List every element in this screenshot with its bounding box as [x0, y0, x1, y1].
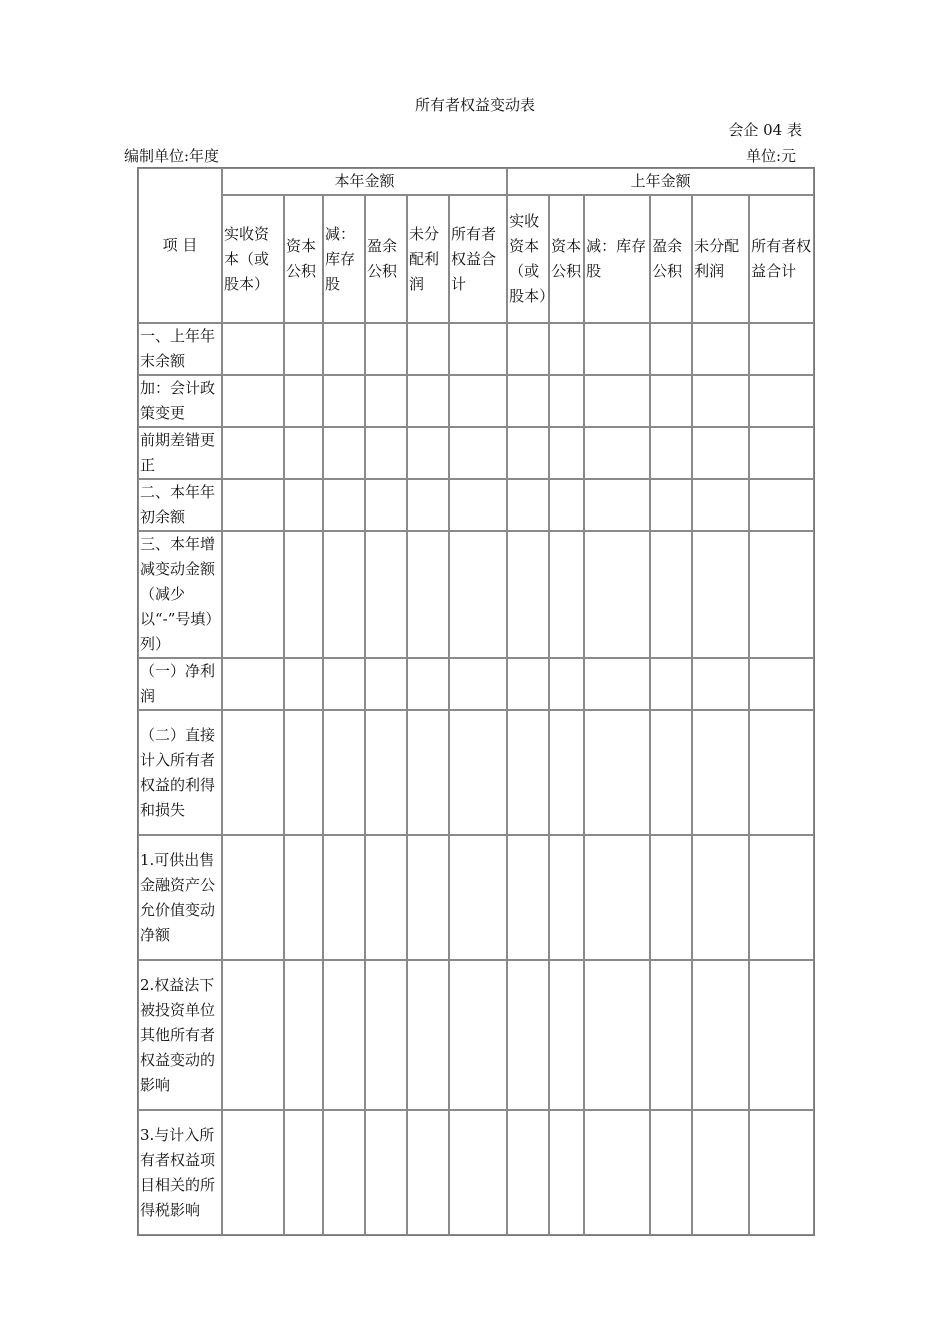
amount-cell[interactable] — [549, 323, 584, 375]
amount-cell[interactable] — [407, 323, 449, 375]
amount-cell[interactable] — [222, 531, 284, 658]
current-col-header: 盈余公积 — [365, 195, 407, 323]
amount-cell[interactable] — [507, 375, 549, 427]
amount-cell[interactable] — [407, 427, 449, 479]
currency-unit-label: 单位:元 — [745, 147, 796, 165]
amount-cell[interactable] — [222, 375, 284, 427]
amount-cell[interactable] — [222, 1110, 284, 1235]
current-col-header: 未分配利润 — [407, 195, 449, 323]
amount-cell[interactable] — [507, 960, 549, 1110]
amount-cell[interactable] — [507, 658, 549, 710]
amount-cell[interactable] — [222, 427, 284, 479]
amount-cell[interactable] — [692, 1110, 749, 1235]
amount-cell[interactable] — [549, 375, 584, 427]
amount-cell[interactable] — [407, 960, 449, 1110]
amount-cell[interactable] — [407, 531, 449, 658]
amount-cell[interactable] — [222, 479, 284, 531]
amount-cell[interactable] — [584, 479, 650, 531]
amount-cell[interactable] — [507, 479, 549, 531]
amount-cell[interactable] — [449, 658, 507, 710]
table-row — [138, 375, 814, 427]
amount-cell[interactable] — [323, 835, 365, 960]
amount-cell[interactable] — [507, 710, 549, 835]
amount-cell[interactable] — [507, 835, 549, 960]
amount-cell[interactable] — [365, 323, 407, 375]
amount-cell[interactable] — [323, 375, 365, 427]
amount-cell[interactable] — [549, 835, 584, 960]
amount-cell[interactable] — [650, 1110, 692, 1235]
amount-cell[interactable] — [284, 479, 323, 531]
amount-cell[interactable] — [323, 1110, 365, 1235]
amount-cell[interactable] — [407, 710, 449, 835]
amount-cell[interactable] — [284, 658, 323, 710]
amount-cell[interactable] — [549, 710, 584, 835]
amount-cell[interactable] — [549, 960, 584, 1110]
prepared-by-label: 编制单位:年度 — [124, 147, 220, 165]
amount-cell[interactable] — [584, 960, 650, 1110]
amount-cell[interactable] — [323, 658, 365, 710]
amount-cell[interactable] — [692, 710, 749, 835]
amount-cell[interactable] — [365, 710, 407, 835]
amount-cell[interactable] — [584, 658, 650, 710]
current-col-header: 资本公积 — [284, 195, 323, 323]
amount-cell[interactable] — [549, 1110, 584, 1235]
item-column-header: 项 目 — [138, 168, 222, 323]
table-row — [138, 1110, 814, 1235]
table-row — [138, 479, 814, 531]
amount-cell[interactable] — [650, 835, 692, 960]
amount-cell[interactable] — [650, 375, 692, 427]
amount-cell[interactable] — [749, 375, 814, 427]
prior-col-header: 资本公积 — [549, 195, 584, 323]
amount-cell[interactable] — [365, 960, 407, 1110]
amount-cell[interactable] — [692, 658, 749, 710]
amount-cell[interactable] — [749, 323, 814, 375]
amount-cell[interactable] — [584, 375, 650, 427]
table-row — [138, 835, 814, 960]
table-row — [138, 531, 814, 658]
amount-cell[interactable] — [650, 323, 692, 375]
amount-cell[interactable] — [692, 835, 749, 960]
current-col-header: 实收资本（或股本） — [222, 195, 284, 323]
amount-cell[interactable] — [549, 658, 584, 710]
prior-col-header: 盈余公积 — [650, 195, 692, 323]
amount-cell[interactable] — [323, 960, 365, 1110]
form-number: 会企 04 表 — [728, 121, 802, 139]
amount-cell[interactable] — [749, 835, 814, 960]
amount-cell[interactable] — [449, 710, 507, 835]
prior-col-header: 未分配利润 — [692, 195, 749, 323]
amount-cell[interactable] — [365, 427, 407, 479]
amount-cell[interactable] — [323, 323, 365, 375]
amount-cell[interactable] — [650, 960, 692, 1110]
row-label: 二、本年年初余额 — [138, 479, 222, 531]
row-label: 3.与计入所有者权益项目相关的所得税影响 — [138, 1110, 222, 1235]
amount-cell[interactable] — [749, 960, 814, 1110]
amount-cell[interactable] — [449, 960, 507, 1110]
amount-cell[interactable] — [449, 531, 507, 658]
amount-cell[interactable] — [584, 323, 650, 375]
amount-cell[interactable] — [749, 531, 814, 658]
amount-cell[interactable] — [284, 1110, 323, 1235]
amount-cell[interactable] — [284, 710, 323, 835]
amount-cell[interactable] — [650, 531, 692, 658]
row-label: 2.权益法下被投资单位其他所有者权益变动的影响 — [138, 960, 222, 1110]
amount-cell[interactable] — [650, 479, 692, 531]
amount-cell[interactable] — [507, 531, 549, 658]
amount-cell[interactable] — [284, 427, 323, 479]
table-row — [138, 658, 814, 710]
amount-cell[interactable] — [507, 427, 549, 479]
amount-cell[interactable] — [692, 531, 749, 658]
row-label: 前期差错更正 — [138, 427, 222, 479]
amount-cell[interactable] — [692, 479, 749, 531]
amount-cell[interactable] — [584, 835, 650, 960]
table-row — [138, 427, 814, 479]
amount-cell[interactable] — [407, 479, 449, 531]
row-label: 三、本年增减变动金额（减少以“-”号填）列） — [138, 531, 222, 658]
row-label: （一）净利润 — [138, 658, 222, 710]
prior-col-header: 减：库存股 — [584, 195, 650, 323]
amount-cell[interactable] — [222, 658, 284, 710]
amount-cell[interactable] — [323, 479, 365, 531]
table-row — [138, 323, 814, 375]
current-col-header: 所有者权益合计 — [449, 195, 507, 323]
amount-cell[interactable] — [365, 1110, 407, 1235]
amount-cell[interactable] — [323, 427, 365, 479]
amount-cell[interactable] — [323, 531, 365, 658]
amount-cell[interactable] — [284, 375, 323, 427]
amount-cell[interactable] — [584, 531, 650, 658]
amount-cell[interactable] — [449, 1110, 507, 1235]
row-label: 1.可供出售金融资产公允价值变动净额 — [138, 835, 222, 960]
amount-cell[interactable] — [365, 835, 407, 960]
current-col-header: 减：库存股 — [323, 195, 365, 323]
table-row — [138, 960, 814, 1110]
amount-cell[interactable] — [749, 658, 814, 710]
amount-cell[interactable] — [584, 1110, 650, 1235]
prior-col-header: 实收资本（或股本） — [507, 195, 549, 323]
amount-cell[interactable] — [222, 960, 284, 1110]
amount-cell[interactable] — [284, 323, 323, 375]
amount-cell[interactable] — [650, 710, 692, 835]
amount-cell[interactable] — [284, 835, 323, 960]
amount-cell[interactable] — [749, 479, 814, 531]
amount-cell[interactable] — [365, 479, 407, 531]
amount-cell[interactable] — [584, 427, 650, 479]
amount-cell[interactable] — [549, 479, 584, 531]
amount-cell[interactable] — [284, 531, 323, 658]
amount-cell[interactable] — [323, 710, 365, 835]
amount-cell[interactable] — [749, 1110, 814, 1235]
amount-cell[interactable] — [222, 323, 284, 375]
amount-cell[interactable] — [507, 1110, 549, 1235]
amount-cell[interactable] — [222, 710, 284, 835]
amount-cell[interactable] — [407, 835, 449, 960]
amount-cell[interactable] — [692, 960, 749, 1110]
amount-cell[interactable] — [549, 427, 584, 479]
amount-cell[interactable] — [407, 375, 449, 427]
amount-cell[interactable] — [650, 427, 692, 479]
amount-cell[interactable] — [449, 427, 507, 479]
equity-changes-table — [137, 167, 815, 1236]
amount-cell[interactable] — [650, 658, 692, 710]
amount-cell[interactable] — [365, 375, 407, 427]
prior-year-group-header: 上年金额 — [507, 168, 814, 195]
row-label: 一、上年年末余额 — [138, 323, 222, 375]
amount-cell[interactable] — [584, 710, 650, 835]
amount-cell[interactable] — [507, 323, 549, 375]
prior-col-header: 所有者权益合计 — [749, 195, 814, 323]
row-label: （二）直接计入所有者权益的利得和损失 — [138, 710, 222, 835]
amount-cell[interactable] — [222, 835, 284, 960]
amount-cell[interactable] — [365, 658, 407, 710]
amount-cell[interactable] — [449, 323, 507, 375]
row-label: 加：会计政策变更 — [138, 375, 222, 427]
amount-cell[interactable] — [365, 531, 407, 658]
amount-cell[interactable] — [449, 375, 507, 427]
amount-cell[interactable] — [749, 427, 814, 479]
page-title: 所有者权益变动表 — [414, 96, 535, 114]
amount-cell[interactable] — [407, 1110, 449, 1235]
current-year-group-header: 本年金额 — [222, 168, 507, 195]
amount-cell[interactable] — [549, 531, 584, 658]
amount-cell[interactable] — [692, 323, 749, 375]
table-row — [138, 710, 814, 835]
amount-cell[interactable] — [449, 835, 507, 960]
amount-cell[interactable] — [692, 375, 749, 427]
amount-cell[interactable] — [449, 479, 507, 531]
amount-cell[interactable] — [284, 960, 323, 1110]
amount-cell[interactable] — [407, 658, 449, 710]
amount-cell[interactable] — [692, 427, 749, 479]
amount-cell[interactable] — [749, 710, 814, 835]
